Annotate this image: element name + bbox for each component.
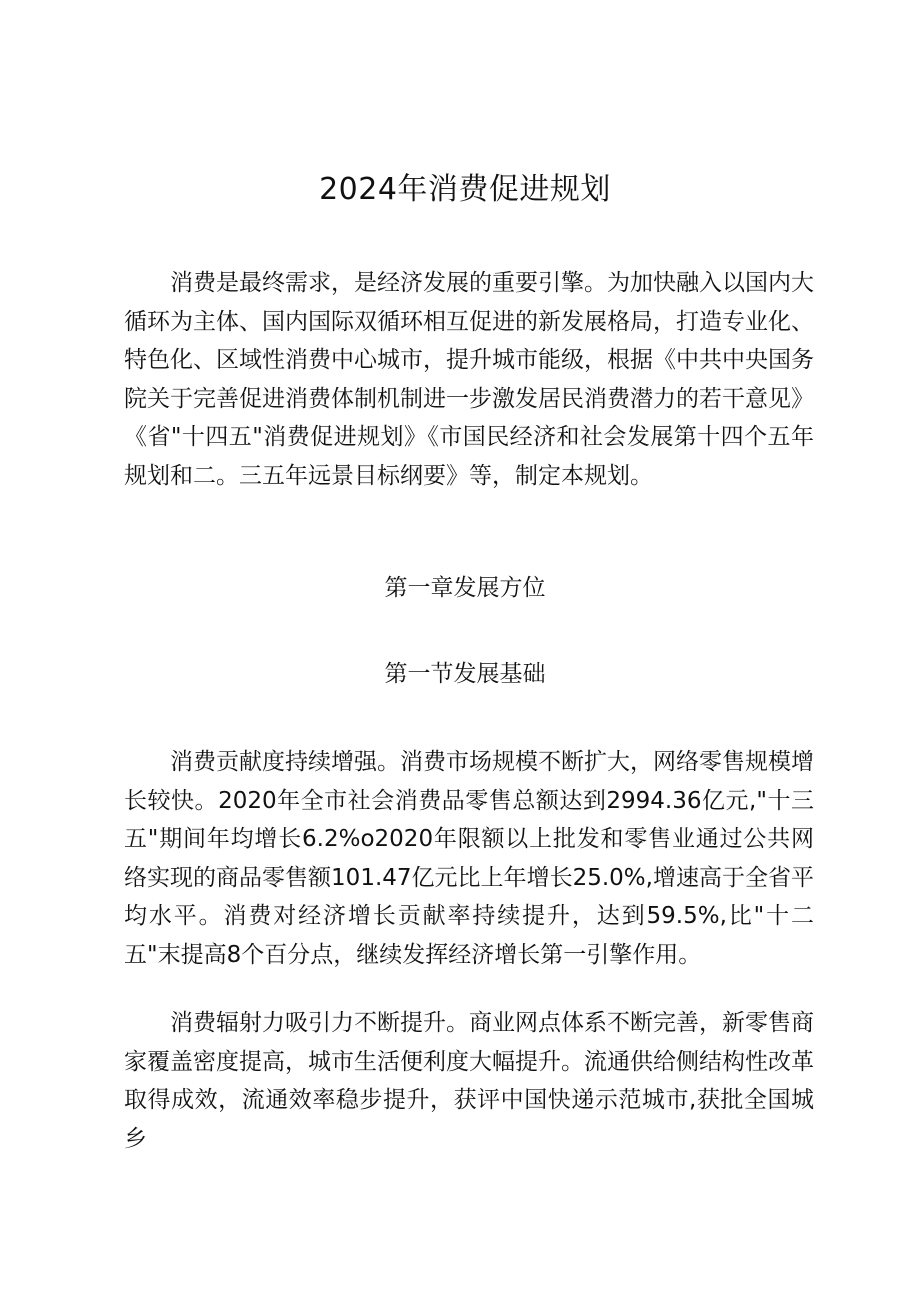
body-paragraph-consumption-contribution: 消费贡献度持续增强。消费市场规模不断扩大，网络零售规模增长较快。2020年全市社会消费品零售总额达到2994.36亿元,"十三五"期间年均增长6.2%o2020年限额以上批发和零售业通过公共网络实现的商品零售额101.47亿元比上年增长25.0%,增速高于全省平均水平。消费对经济增长贡献率持续提升，达到59.5%,比"十二五"末提高8个百分点，继续发挥经济增长第一引擎作用。 bbox=[124, 749, 814, 968]
body-paragraph-consumption-radiation: 消费辐射力吸引力不断提升。商业网点体系不断完善，新零售商家覆盖密度提高，城市生活便利度大幅提升。流通供给侧结构性改革取得成效，流通效率稳步提升，获评中国快递示范城市,获批全国城乡 bbox=[124, 1010, 814, 1152]
section-heading: 第一节发展基础 bbox=[384, 661, 546, 687]
chapter-heading: 第一章发展方位 bbox=[384, 575, 546, 601]
intro-paragraph: 消费是最终需求，是经济发展的重要引擎。为加快融入以国内大循环为主体、国内国际双循环相互促进的新发展格局，打造专业化、特色化、区域性消费中心城市，提升城市能级，根据《中共中央国务院关于完善促进消费体制机制进一步激发居民消费潜力的若干意见》《省"十四五"消费促进规划》《市国民经济和社会发展第十四个五年规划和二。三五年远景目标纲要》等，制定本规划。 bbox=[124, 270, 814, 489]
document-title: 2024年消费促进规划 bbox=[319, 172, 611, 207]
